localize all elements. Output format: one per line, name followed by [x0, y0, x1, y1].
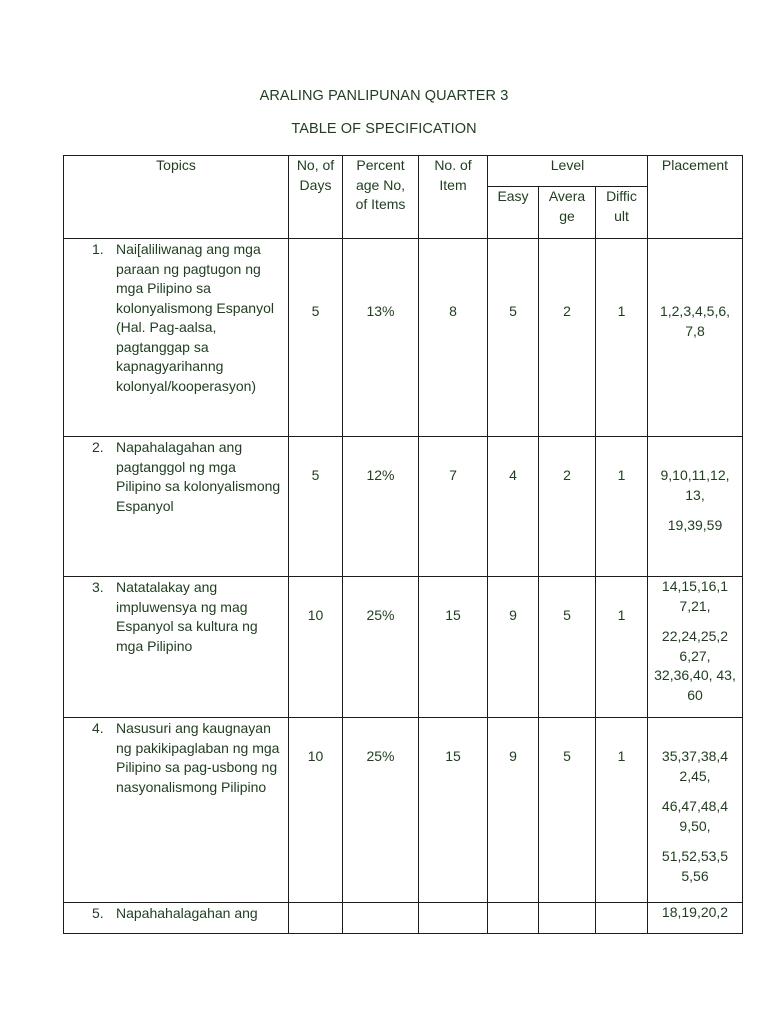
- header-topics: Topics: [64, 156, 289, 239]
- header-percent: Percent age No, of Items: [343, 156, 419, 239]
- topic-number: 1.: [92, 241, 104, 257]
- placement-text: 35,37,38,4 2,45,: [661, 748, 729, 784]
- placement-text: 18,19,20,2: [661, 904, 729, 920]
- difficult-cell: 1: [596, 239, 648, 437]
- average-cell: 5: [539, 718, 596, 903]
- placement-cell: [648, 903, 743, 934]
- table-row: [64, 437, 743, 577]
- topic-number: 4.: [92, 720, 104, 736]
- placement-text: 51,52,53,5 5,56: [661, 848, 729, 884]
- header-easy: Easy: [488, 187, 539, 239]
- placement-text: 14,15,16,1 7,21,: [661, 578, 729, 614]
- placement-cell: [648, 239, 743, 437]
- items-cell: 7: [419, 437, 488, 577]
- days-cell: 10: [289, 718, 343, 903]
- easy-cell: [488, 903, 539, 934]
- table-row: [64, 903, 743, 934]
- header-items: No. of Item: [419, 156, 488, 239]
- topic-cell: [64, 577, 289, 718]
- topic-number: 3.: [92, 579, 104, 595]
- difficult-cell: 1: [596, 577, 648, 718]
- placement-text: 19,39,59: [667, 517, 723, 533]
- header-average: Avera ge: [539, 187, 596, 239]
- topic-number: 5.: [92, 905, 104, 921]
- topic-text: Natatalakay ang impluwensya ng mag Espanyol sa kultura ng mga Pilipino: [116, 579, 258, 654]
- header-difficult: Diffic ult: [596, 187, 648, 239]
- percent-cell: [343, 903, 419, 934]
- topic-cell: [64, 903, 289, 934]
- days-cell: [289, 903, 343, 934]
- topic-text: Napahahalagahan ang: [116, 905, 258, 921]
- easy-cell: 9: [488, 718, 539, 903]
- topic-cell: [64, 718, 289, 903]
- placement-cell: [648, 718, 743, 903]
- topic-number: 2.: [92, 439, 104, 455]
- easy-cell: 9: [488, 577, 539, 718]
- document-subtitle: TABLE OF SPECIFICATION: [291, 121, 477, 137]
- days-cell: 5: [289, 437, 343, 577]
- items-cell: 15: [419, 577, 488, 718]
- topic-text: Nasusuri ang kaugnayan ng pakikipaglaban ng mga Pilipino sa pag-usbong ng nasyonalismong Pilipino: [116, 720, 280, 795]
- header-placement: Placement: [648, 156, 743, 239]
- placement-cell: [648, 577, 743, 718]
- placement-text: 46,47,48,4 9,50,: [661, 798, 729, 834]
- days-cell: 10: [289, 577, 343, 718]
- placement-text: 9,10,11,12, 13,: [660, 467, 730, 503]
- average-cell: 2: [539, 437, 596, 577]
- topic-cell: [64, 239, 289, 437]
- difficult-cell: [596, 903, 648, 934]
- placement-cell: [648, 437, 743, 577]
- percent-cell: 25%: [343, 577, 419, 718]
- percent-cell: 13%: [343, 239, 419, 437]
- percent-cell: 12%: [343, 437, 419, 577]
- average-cell: 2: [539, 239, 596, 437]
- difficult-cell: 1: [596, 437, 648, 577]
- topic-text: Napahalagahan ang pagtanggol ng mga Pilipino sa kolonyalismong Espanyol: [116, 439, 281, 514]
- header-level: Level: [488, 156, 648, 187]
- days-cell: 5: [289, 239, 343, 437]
- items-cell: [419, 903, 488, 934]
- header-days: No, of Days: [289, 156, 343, 239]
- document-title: ARALING PANLIPUNAN QUARTER 3: [259, 88, 509, 104]
- topic-cell: [64, 437, 289, 577]
- difficult-cell: 1: [596, 718, 648, 903]
- items-cell: 8: [419, 239, 488, 437]
- placement-text: 1,2,3,4,5,6, 7,8: [659, 303, 731, 339]
- specification-table: [63, 155, 743, 934]
- table-row: [64, 577, 743, 718]
- topic-text: Nai[aliliwanag ang mga paraan ng pagtugon ng mga Pilipino sa kolonyalismong Espanyol (Hal. Pag-aalsa, pagtanggap sa kapnagyarihanng kolonyal/kooperasyon): [116, 241, 274, 394]
- easy-cell: 5: [488, 239, 539, 437]
- percent-cell: 25%: [343, 718, 419, 903]
- easy-cell: 4: [488, 437, 539, 577]
- placement-text: 22,24,25,2 6,27, 32,36,40, 43, 60: [654, 628, 736, 703]
- table-row: [64, 718, 743, 903]
- average-cell: 5: [539, 577, 596, 718]
- items-cell: 15: [419, 718, 488, 903]
- average-cell: [539, 903, 596, 934]
- table-row: [64, 239, 743, 437]
